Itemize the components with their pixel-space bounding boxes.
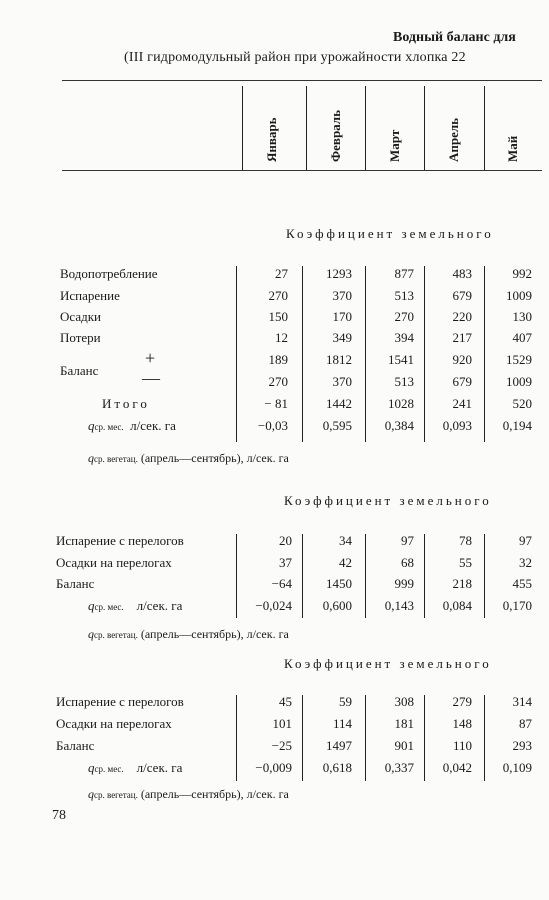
q-unit: л/сек. га bbox=[136, 760, 183, 775]
q-label bbox=[88, 598, 182, 614]
cell-jan: 12 bbox=[275, 330, 288, 345]
month-header-feb: Февраль bbox=[328, 110, 343, 162]
cell-feb: 370 bbox=[332, 374, 352, 389]
cell-apr: 241 bbox=[452, 396, 472, 411]
cell-mar: 513 bbox=[394, 288, 414, 303]
s2-note bbox=[88, 627, 289, 642]
cell-feb: 34 bbox=[339, 533, 352, 548]
cell-jan: −0,009 bbox=[255, 760, 292, 775]
row-label: Испарение с перелогов bbox=[56, 533, 184, 548]
cell-mar: 308 bbox=[394, 694, 414, 709]
q-unit: л/сек. га bbox=[136, 598, 183, 613]
cell-mar: 0,143 bbox=[384, 598, 414, 613]
cell-jan: −0,024 bbox=[255, 598, 292, 613]
cell-apr: 217 bbox=[452, 330, 472, 345]
page-subtitle: (III гидромодульный район при урожайности хлопка 22 bbox=[124, 50, 466, 65]
cell-may: 992 bbox=[512, 266, 532, 281]
cell-jan: −0,03 bbox=[257, 418, 288, 433]
month-header-may: Май bbox=[505, 135, 520, 162]
cell-may: 293 bbox=[512, 738, 532, 753]
q-subscript: ср. мес. bbox=[94, 764, 124, 774]
cell-apr: 0,093 bbox=[442, 418, 472, 433]
cell-apr: 218 bbox=[452, 576, 472, 591]
cell-feb: 1812 bbox=[326, 352, 352, 367]
q-label bbox=[88, 760, 182, 776]
q-subscript: ср. мес. bbox=[94, 422, 124, 432]
cell-feb: 114 bbox=[332, 716, 352, 731]
cell-feb: 1497 bbox=[326, 738, 352, 753]
cell-may: 1529 bbox=[506, 352, 532, 367]
cell-mar: 1028 bbox=[388, 396, 414, 411]
cell-feb: 370 bbox=[332, 288, 352, 303]
month-header-mar: Март bbox=[387, 129, 402, 162]
cell-mar: 0,337 bbox=[384, 760, 414, 775]
row-label: Осадки на перелогах bbox=[56, 555, 172, 570]
cell-feb: 42 bbox=[339, 555, 352, 570]
cell-feb: 1450 bbox=[326, 576, 352, 591]
cell-feb: 1442 bbox=[326, 396, 352, 411]
cell-jan: 20 bbox=[279, 533, 292, 548]
balance-label: Баланс bbox=[60, 363, 99, 378]
q-symbol: q bbox=[88, 451, 94, 465]
q-symbol: q bbox=[88, 418, 95, 433]
cell-jan: 101 bbox=[272, 716, 292, 731]
cell-apr: 110 bbox=[452, 738, 472, 753]
cell-apr: 0,042 bbox=[442, 760, 472, 775]
cell-mar: 901 bbox=[394, 738, 414, 753]
cell-apr: 279 bbox=[452, 694, 472, 709]
header-col-line-2 bbox=[306, 86, 307, 170]
plus-sign: + bbox=[145, 348, 156, 368]
cell-may: 0,170 bbox=[502, 598, 532, 613]
cell-apr: 220 bbox=[452, 309, 472, 324]
row-label: Баланс bbox=[56, 576, 95, 591]
row-label: Осадки на перелогах bbox=[56, 716, 172, 731]
q-symbol: q bbox=[88, 627, 94, 641]
note-text: (апрель—сентябрь), л/сек. га bbox=[140, 627, 289, 641]
cell-mar: 1541 bbox=[388, 352, 414, 367]
cell-feb: 349 bbox=[332, 330, 352, 345]
note-text: (апрель—сентябрь), л/сек. га bbox=[140, 451, 289, 465]
page-title: Водный баланс для bbox=[393, 30, 516, 45]
cell-mar: 68 bbox=[401, 555, 414, 570]
cell-jan: −25 bbox=[271, 738, 292, 753]
cell-may: 130 bbox=[512, 309, 532, 324]
header-col-line-4 bbox=[424, 86, 425, 170]
cell-jan: 270 bbox=[268, 288, 288, 303]
minus-sign: — bbox=[142, 368, 160, 388]
cell-mar: 877 bbox=[394, 266, 414, 281]
q-label bbox=[88, 418, 176, 434]
section1-title: Коэффициент земельного bbox=[286, 226, 494, 241]
cell-apr: 78 bbox=[459, 533, 472, 548]
cell-jan: − 81 bbox=[264, 396, 288, 411]
cell-mar: 513 bbox=[394, 374, 414, 389]
cell-apr: 148 bbox=[452, 716, 472, 731]
cell-may: 97 bbox=[519, 533, 532, 548]
cell-feb: 170 bbox=[332, 309, 352, 324]
cell-jan: 150 bbox=[268, 309, 288, 324]
q-symbol: q bbox=[88, 760, 95, 775]
cell-feb: 0,600 bbox=[322, 598, 352, 613]
cell-apr: 920 bbox=[452, 352, 472, 367]
q-unit: л/сек. га bbox=[130, 418, 176, 433]
q-subscript: ср. мес. bbox=[94, 602, 124, 612]
s1-note bbox=[88, 451, 289, 466]
s3-note bbox=[88, 787, 289, 802]
section3-title: Коэффициент земельного bbox=[284, 656, 492, 671]
cell-feb: 0,595 bbox=[322, 418, 352, 433]
cell-mar: 0,384 bbox=[384, 418, 414, 433]
cell-may: 1009 bbox=[506, 288, 532, 303]
cell-may: 314 bbox=[512, 694, 532, 709]
row-label: Потери bbox=[60, 330, 101, 345]
header-bottom-rule bbox=[62, 170, 542, 171]
cell-feb: 1293 bbox=[326, 266, 352, 281]
s2-col-line-1 bbox=[236, 534, 237, 618]
cell-feb: 0,618 bbox=[322, 760, 352, 775]
month-header-apr: Апрель bbox=[446, 117, 461, 162]
cell-apr: 55 bbox=[459, 555, 472, 570]
cell-may: 1009 bbox=[506, 374, 532, 389]
cell-apr: 0,084 bbox=[442, 598, 472, 613]
note-text: (апрель—сентябрь), л/сек. га bbox=[140, 787, 289, 801]
cell-mar: 181 bbox=[394, 716, 414, 731]
cell-jan: 37 bbox=[279, 555, 292, 570]
cell-jan: 189 bbox=[268, 352, 288, 367]
cell-mar: 999 bbox=[394, 576, 414, 591]
cell-feb: 59 bbox=[339, 694, 352, 709]
cell-may: 0,109 bbox=[502, 760, 532, 775]
s3-col-line-1 bbox=[236, 695, 237, 781]
header-col-line-5 bbox=[484, 86, 485, 170]
header-col-line-3 bbox=[365, 86, 366, 170]
cell-apr: 679 bbox=[452, 288, 472, 303]
cell-may: 0,194 bbox=[502, 418, 532, 433]
cell-may: 520 bbox=[512, 396, 532, 411]
q-subscript: ср. вегетац. bbox=[94, 630, 138, 640]
cell-jan: −64 bbox=[271, 576, 292, 591]
q-subscript: ср. вегетац. bbox=[94, 790, 138, 800]
cell-mar: 394 bbox=[394, 330, 414, 345]
month-header-jan: Январь bbox=[264, 117, 279, 162]
cell-jan: 270 bbox=[268, 374, 288, 389]
page-number: 78 bbox=[52, 808, 66, 823]
q-subscript: ср. вегетац. bbox=[94, 454, 138, 464]
row-label: Испарение bbox=[60, 288, 120, 303]
row-label: Испарение с перелогов bbox=[56, 694, 184, 709]
row-label: Баланс bbox=[56, 738, 95, 753]
header-top-rule bbox=[62, 80, 542, 81]
cell-jan: 45 bbox=[279, 694, 292, 709]
cell-may: 87 bbox=[519, 716, 532, 731]
cell-may: 455 bbox=[512, 576, 532, 591]
q-symbol: q bbox=[88, 598, 95, 613]
header-col-line-1 bbox=[242, 86, 243, 170]
cell-mar: 97 bbox=[401, 533, 414, 548]
cell-may: 407 bbox=[512, 330, 532, 345]
cell-may: 32 bbox=[519, 555, 532, 570]
section2-title: Коэффициент земельного bbox=[284, 493, 492, 508]
row-label: Осадки bbox=[60, 309, 101, 324]
row-label: Водопотребление bbox=[60, 266, 158, 281]
q-symbol: q bbox=[88, 787, 94, 801]
cell-apr: 679 bbox=[452, 374, 472, 389]
cell-jan: 27 bbox=[275, 266, 288, 281]
total-label: Итого bbox=[102, 396, 150, 411]
cell-apr: 483 bbox=[452, 266, 472, 281]
cell-mar: 270 bbox=[394, 309, 414, 324]
